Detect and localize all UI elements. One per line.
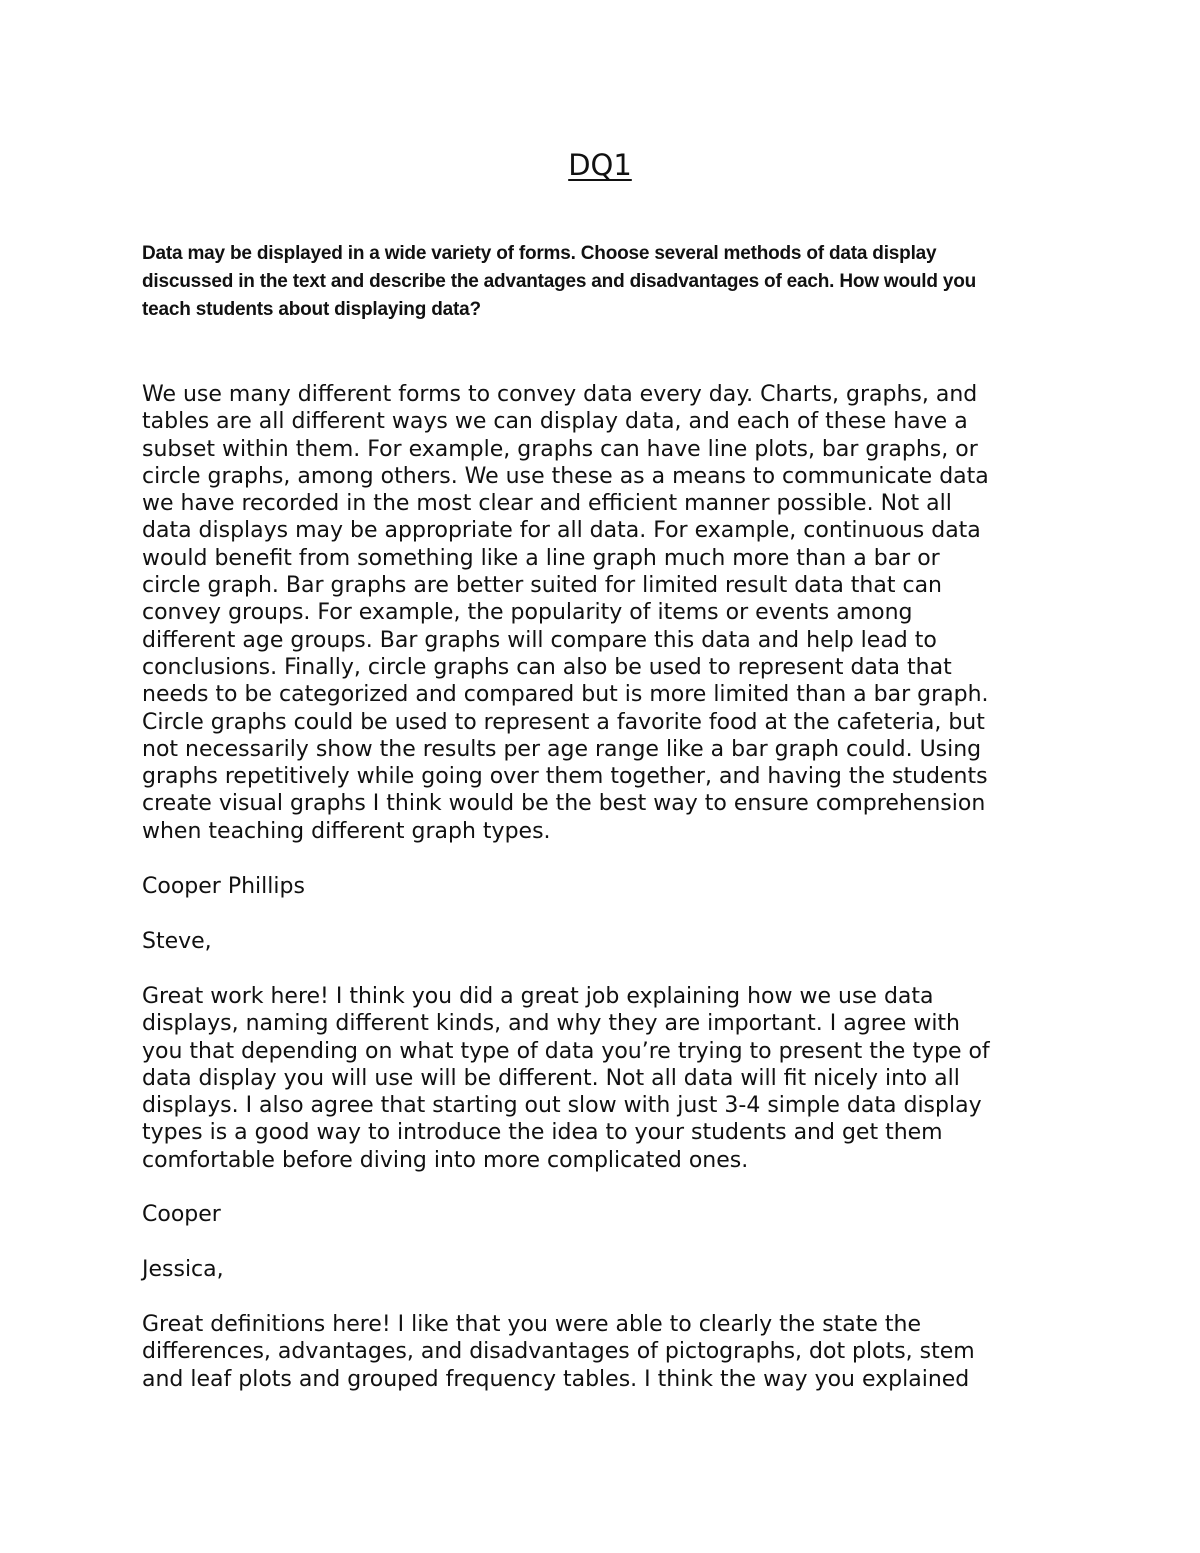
reply-line: and leaf plots and grouped frequency tables. I think the way you explained [142, 1366, 970, 1392]
author-signature [142, 873, 1082, 900]
greeting-text: Jessica, [142, 1257, 224, 1282]
discussion-prompt [142, 240, 1062, 324]
reply-greeting-jessica [142, 1256, 1082, 1283]
reply-line: data display you will use will be different. Not all data will fit nicely into all [142, 1065, 960, 1091]
reply-paragraph-steve [142, 983, 1082, 1174]
reply-signature [142, 1201, 1082, 1228]
response-line: different age groups. Bar graphs will compare this data and help lead to [142, 627, 937, 653]
signature-text: Cooper Phillips [142, 874, 305, 899]
prompt-line: Data may be displayed in a wide variety of forms. Choose several methods of data display [142, 243, 937, 264]
response-line: Circle graphs could be used to represent a favorite food at the cafeteria, but [142, 709, 985, 735]
reply-greeting-steve [142, 928, 1082, 955]
reply-line: you that depending on what type of data you’re trying to present the type of [142, 1038, 990, 1064]
main-response-paragraph [142, 381, 1082, 845]
reply-line: differences, advantages, and disadvantages of pictographs, dot plots, stem [142, 1339, 975, 1365]
reply-line: displays. I also agree that starting out slow with just 3-4 simple data display [142, 1093, 982, 1119]
response-line: needs to be categorized and compared but is more limited than a bar graph. [142, 682, 989, 708]
response-line: subset within them. For example, graphs can have line plots, bar graphs, or [142, 436, 978, 462]
reply-line: Great definitions here! I like that you were able to clearly the state the [142, 1312, 922, 1337]
greeting-text: Steve, [142, 929, 212, 954]
prompt-line: discussed in the text and describe the advantages and disadvantages of each. How would you [142, 271, 977, 292]
response-line: convey groups. For example, the popularity of items or events among [142, 600, 913, 626]
response-line: we have recorded in the most clear and efficient manner possible. Not all [142, 491, 952, 517]
signature-text: Cooper [142, 1202, 221, 1227]
response-line: conclusions. Finally, circle graphs can also be used to represent data that [142, 654, 952, 680]
response-line: We use many different forms to convey data every day. Charts, graphs, and [142, 382, 978, 407]
reply-paragraph-jessica [142, 1311, 1082, 1393]
reply-line: Great work here! I think you did a great job explaining how we use data [142, 984, 934, 1009]
response-line: data displays may be appropriate for all data. For example, continuous data [142, 518, 981, 544]
reply-line: comfortable before diving into more complicated ones. [142, 1147, 749, 1173]
document-title: DQ1 [568, 148, 632, 182]
reply-line: displays, naming different kinds, and why they are important. I agree with [142, 1011, 960, 1037]
response-line: circle graph. Bar graphs are better suited for limited result data that can [142, 573, 942, 599]
response-line: circle graphs, among others. We use these as a means to communicate data [142, 463, 989, 489]
prompt-line: teach students about displaying data? [142, 299, 481, 320]
response-line: would benefit from something like a line graph much more than a bar or [142, 545, 940, 571]
response-line: create visual graphs I think would be the best way to ensure comprehension [142, 791, 986, 817]
reply-line: types is a good way to introduce the idea to your students and get them [142, 1120, 943, 1146]
response-line: when teaching different graph types. [142, 818, 551, 844]
response-line: not necessarily show the results per age range like a bar graph could. Using [142, 736, 982, 762]
response-line: tables are all different ways we can display data, and each of these have a [142, 409, 968, 435]
response-line: graphs repetitively while going over them together, and having the students [142, 764, 988, 790]
